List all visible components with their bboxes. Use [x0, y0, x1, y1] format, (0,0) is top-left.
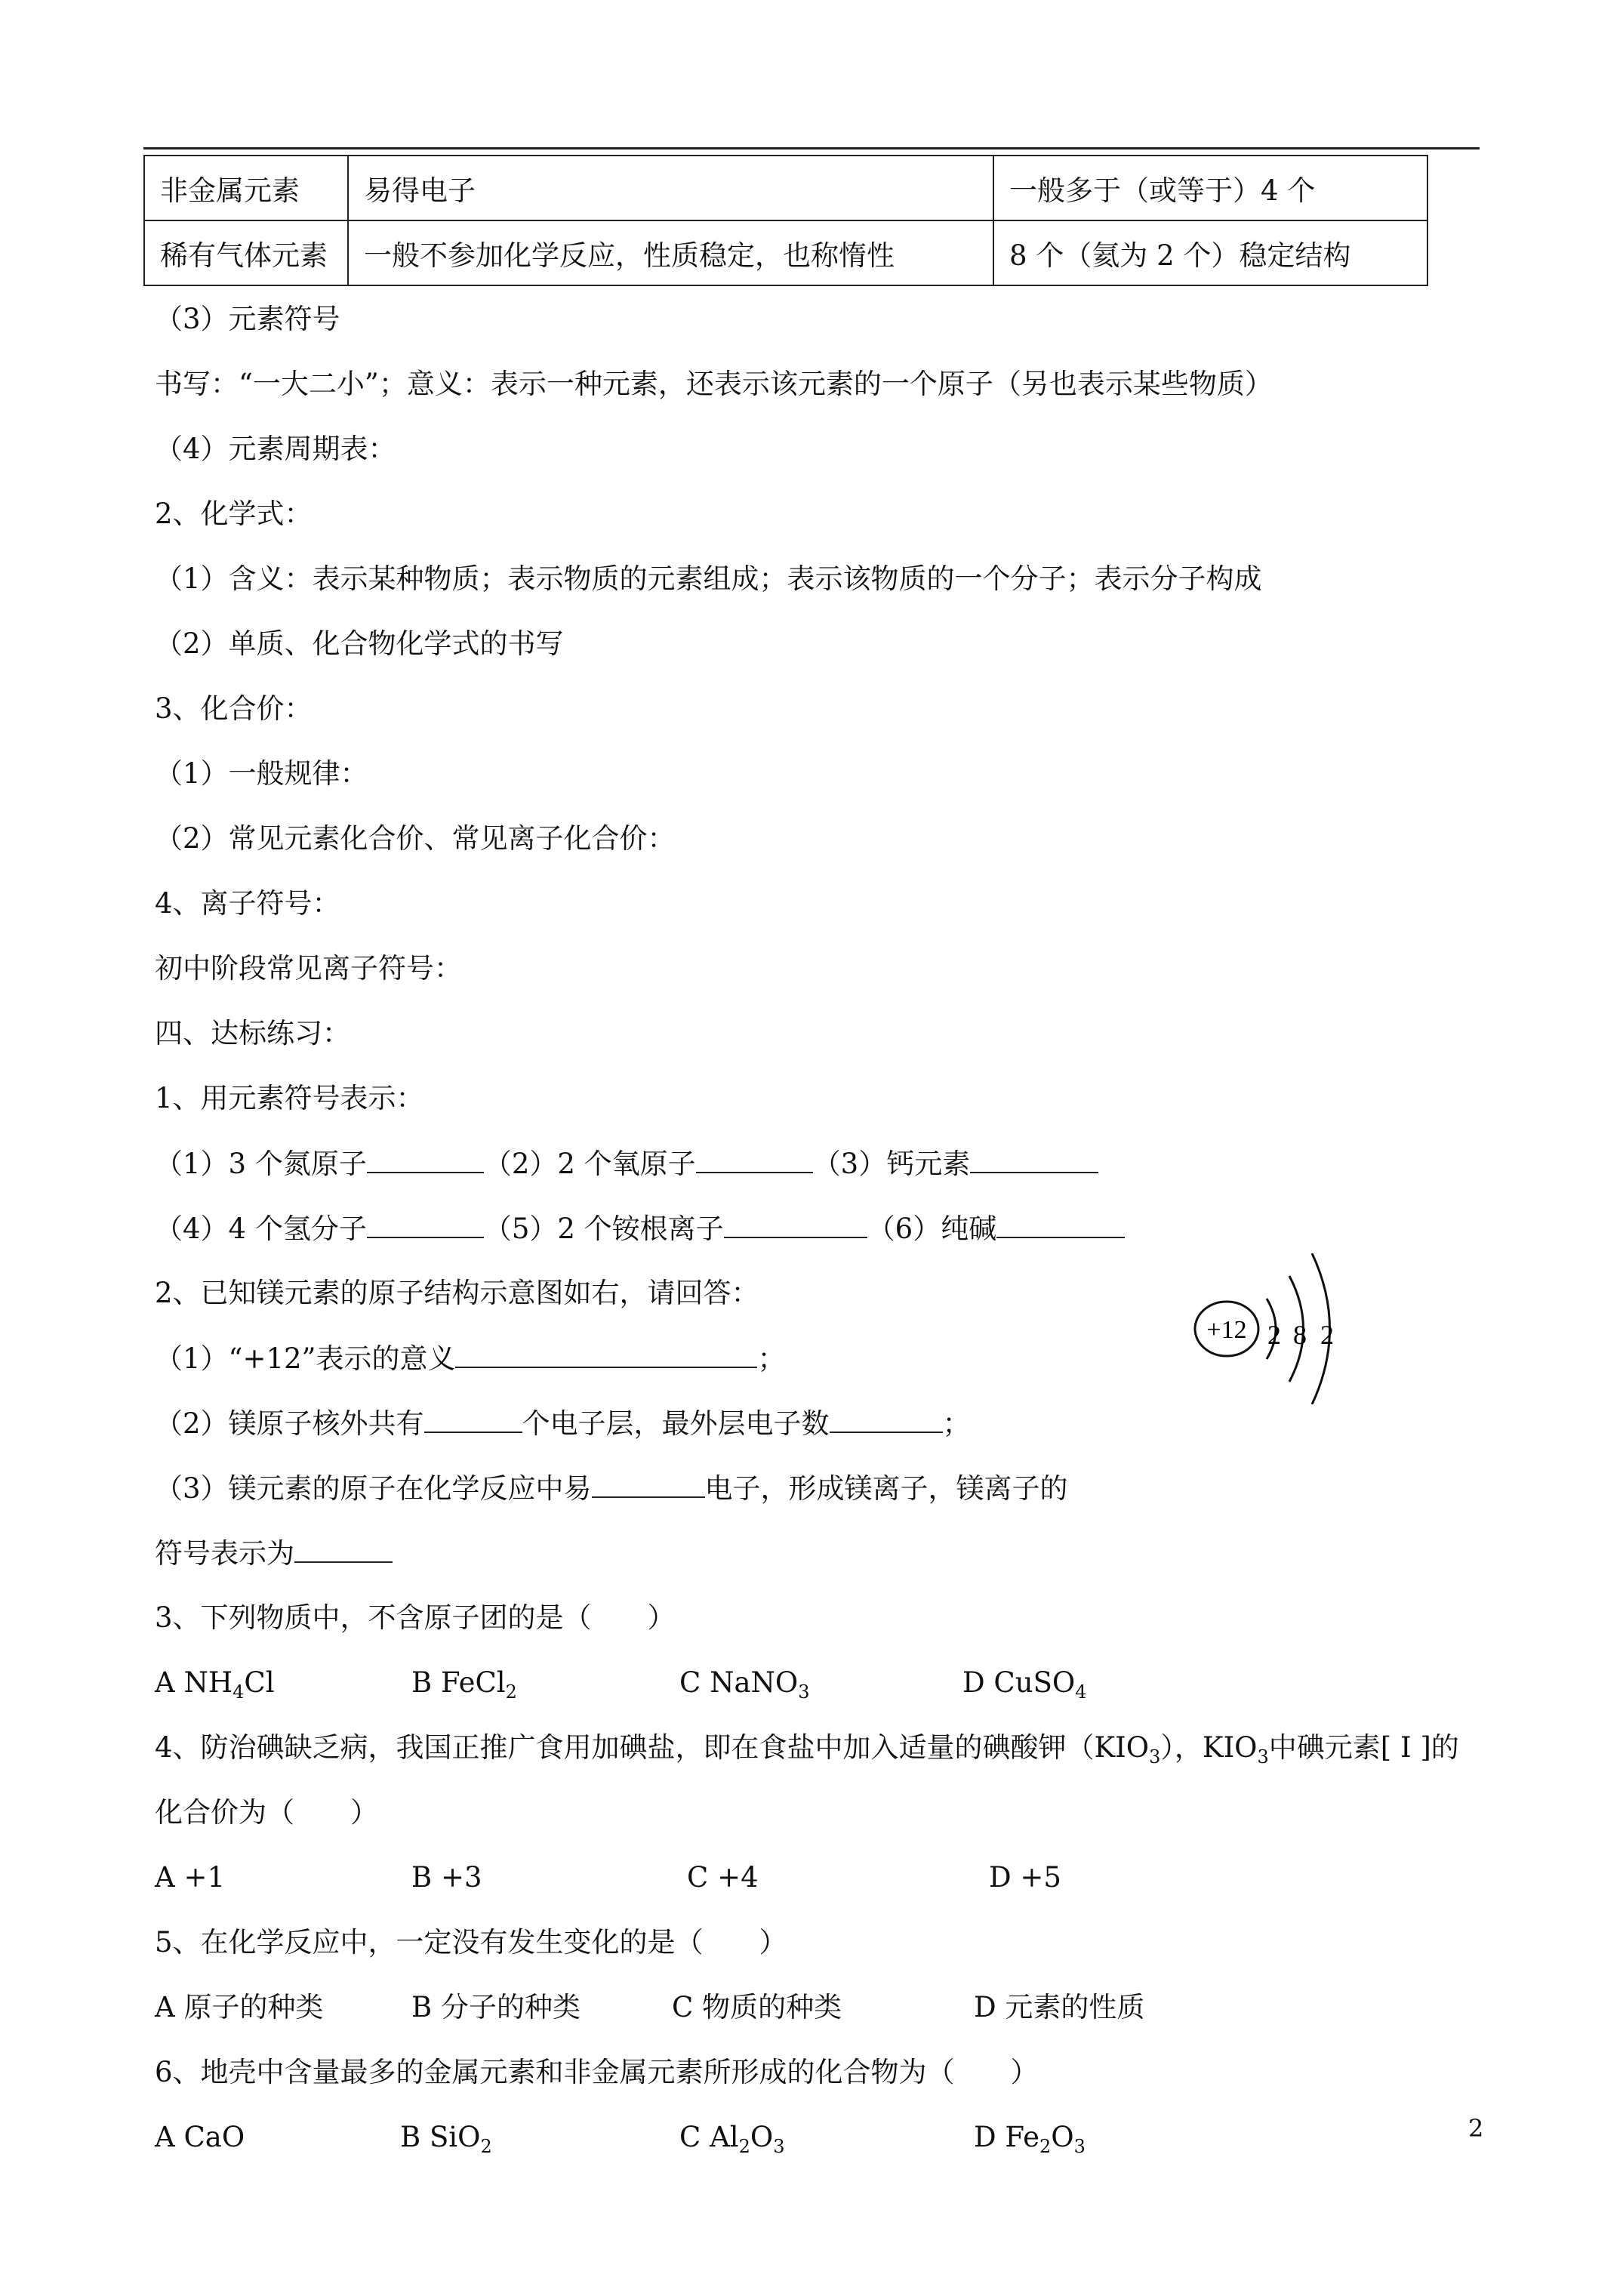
option-c[interactable]: C +4 [687, 1861, 759, 1894]
option-text: A NH [155, 1666, 233, 1699]
option-text: D CuSO [962, 1666, 1076, 1699]
shell-electron-count: 2 [1267, 1320, 1281, 1350]
option-c[interactable] [679, 1664, 810, 1702]
table-cell: 一般多于（或等于）4 个 [993, 156, 1427, 220]
option-text: B SiO [400, 2121, 481, 2153]
table-cell: 稀有气体元素 [144, 220, 348, 285]
answer-blank[interactable] [367, 1210, 484, 1238]
nucleus-charge: +12 [1206, 1316, 1247, 1344]
question-stem: 3、下列物质中，不含原子团的是（ ） [155, 1601, 676, 1634]
subscript: 4 [1075, 1681, 1087, 1703]
option-text: O [750, 2121, 774, 2153]
question-stem [155, 1729, 1459, 1767]
option-text: C Al [679, 2121, 739, 2153]
section-heading: 3、化合价： [155, 692, 313, 725]
question-line [155, 1534, 393, 1573]
option-a[interactable]: A 原子的种类 [155, 1991, 324, 2023]
option-d[interactable] [974, 2119, 1086, 2156]
question-stem: 2、已知镁元素的原子结构示意图如右，请回答： [155, 1277, 759, 1309]
q1-part: （2）2 个氧原子 [483, 1148, 696, 1180]
q1-part: （4）4 个氢分子 [155, 1213, 367, 1245]
subscript: 3 [798, 1681, 810, 1703]
subscript: 3 [1257, 1746, 1269, 1767]
question-line [155, 1145, 1098, 1183]
shell-electron-count: 2 [1320, 1320, 1334, 1350]
question-text: 4、防治碘缺乏病，我国正推广食用加碘盐，即在食盐中加入适量的碘酸钾（KIO [155, 1731, 1150, 1764]
option-c[interactable]: C 物质的种类 [672, 1991, 842, 2023]
q1-part: （1）3 个氮原子 [155, 1148, 367, 1180]
page-number: 2 [1468, 2114, 1484, 2143]
option-d[interactable]: D +5 [989, 1861, 1061, 1894]
option-text: D Fe [974, 2121, 1039, 2153]
q1-part: （3）钙元素 [812, 1148, 971, 1180]
q2-part: 电子，形成镁离子，镁离子的 [704, 1472, 1068, 1505]
section-heading: （3）元素符号 [155, 303, 340, 335]
answer-blank[interactable] [455, 1339, 757, 1368]
header-rule [143, 147, 1480, 149]
element-table [143, 155, 1428, 286]
q2-part: ； [942, 1407, 971, 1440]
question-line [155, 1404, 971, 1443]
section-heading: 4、离子符号： [155, 887, 340, 920]
paragraph: 书写：“一大二小”；意义：表示一种元素，还表示该元素的一个原子（另也表示某些物质） [155, 368, 1273, 400]
section-heading: 2、化学式： [155, 498, 313, 530]
subscript: 2 [480, 2136, 492, 2157]
answer-blank[interactable] [970, 1145, 1098, 1173]
option-b[interactable]: B 分子的种类 [411, 1991, 581, 2023]
option-text: C NaNO [679, 1666, 799, 1699]
q2-part: ； [757, 1342, 786, 1375]
q2-part: （3）镁元素的原子在化学反应中易 [155, 1472, 592, 1505]
subscript: 2 [738, 2136, 750, 2157]
answer-blank[interactable] [696, 1145, 813, 1173]
table-cell: 一般不参加化学反应，性质稳定，也称惰性 [348, 220, 993, 285]
shell-electron-count: 8 [1293, 1320, 1307, 1350]
paragraph: 初中阶段常见离子符号： [155, 952, 462, 985]
paragraph: （1）含义：表示某种物质；表示物质的元素组成；表示该物质的一个分子；表示分子构成 [155, 562, 1262, 595]
table-cell: 8 个（氦为 2 个）稳定结构 [993, 220, 1427, 285]
q1-part: （6）纯碱 [867, 1213, 997, 1245]
q2-part: 个电子层，最外层电子数 [522, 1407, 830, 1440]
subscript: 4 [233, 1681, 245, 1703]
table-row [144, 220, 1427, 285]
subscript: 2 [1039, 2136, 1052, 2157]
option-b[interactable] [400, 2119, 492, 2156]
table-cell: 易得电子 [348, 156, 993, 220]
option-text: Cl [244, 1666, 275, 1699]
subscript: 3 [1149, 1746, 1161, 1767]
answer-blank[interactable] [424, 1404, 522, 1433]
magnesium-atom-diagram [1185, 1253, 1366, 1404]
question-stem: 1、用元素符号表示： [155, 1082, 424, 1114]
q1-part: （5）2 个铵根离子 [483, 1213, 724, 1245]
option-a[interactable] [155, 1664, 275, 1702]
paragraph: （2）常见元素化合价、常见离子化合价： [155, 822, 676, 855]
option-text: A CaO [155, 2121, 245, 2153]
table-cell: 非金属元素 [144, 156, 348, 220]
q2-part: 符号表示为 [155, 1537, 294, 1570]
question-text: 中碘元素[ I ]的 [1268, 1731, 1459, 1764]
question-line [155, 1339, 785, 1378]
subscript: 3 [1073, 2136, 1086, 2157]
option-text: O [1051, 2121, 1074, 2153]
answer-blank[interactable] [294, 1534, 393, 1563]
option-d[interactable]: D 元素的性质 [974, 1991, 1145, 2023]
q2-part: （2）镁原子核外共有 [155, 1407, 424, 1440]
option-d[interactable] [962, 1664, 1087, 1702]
option-a[interactable] [155, 2119, 245, 2156]
answer-blank[interactable] [367, 1145, 484, 1173]
subscript: 3 [773, 2136, 785, 2157]
question-stem: 化合价为（ ） [155, 1796, 378, 1829]
option-text: B FeCl [411, 1666, 506, 1699]
paragraph: （1）一般规律： [155, 757, 368, 790]
option-c[interactable] [679, 2119, 785, 2156]
question-stem: 6、地壳中含量最多的金属元素和非金属元素所形成的化合物为（ ） [155, 2056, 1039, 2088]
section-heading: 四、达标练习： [155, 1017, 350, 1049]
question-text: ），KIO [1160, 1731, 1258, 1764]
paragraph: （2）单质、化合物化学式的书写 [155, 627, 564, 660]
q2-part: （1）“+12”表示的意义 [155, 1342, 456, 1375]
answer-blank[interactable] [996, 1210, 1125, 1238]
question-line [155, 1469, 1068, 1508]
question-line [155, 1210, 1125, 1248]
answer-blank[interactable] [724, 1210, 867, 1238]
subscript: 2 [505, 1681, 517, 1703]
option-b[interactable] [411, 1664, 517, 1702]
answer-blank[interactable] [592, 1469, 705, 1498]
question-stem: 5、在化学反应中，一定没有发生变化的是（ ） [155, 1926, 787, 1959]
option-b[interactable]: B +3 [411, 1861, 482, 1894]
table-row [144, 156, 1427, 220]
answer-blank[interactable] [830, 1404, 943, 1433]
option-a[interactable]: A +1 [155, 1861, 226, 1894]
section-heading: （4）元素周期表： [155, 433, 396, 465]
